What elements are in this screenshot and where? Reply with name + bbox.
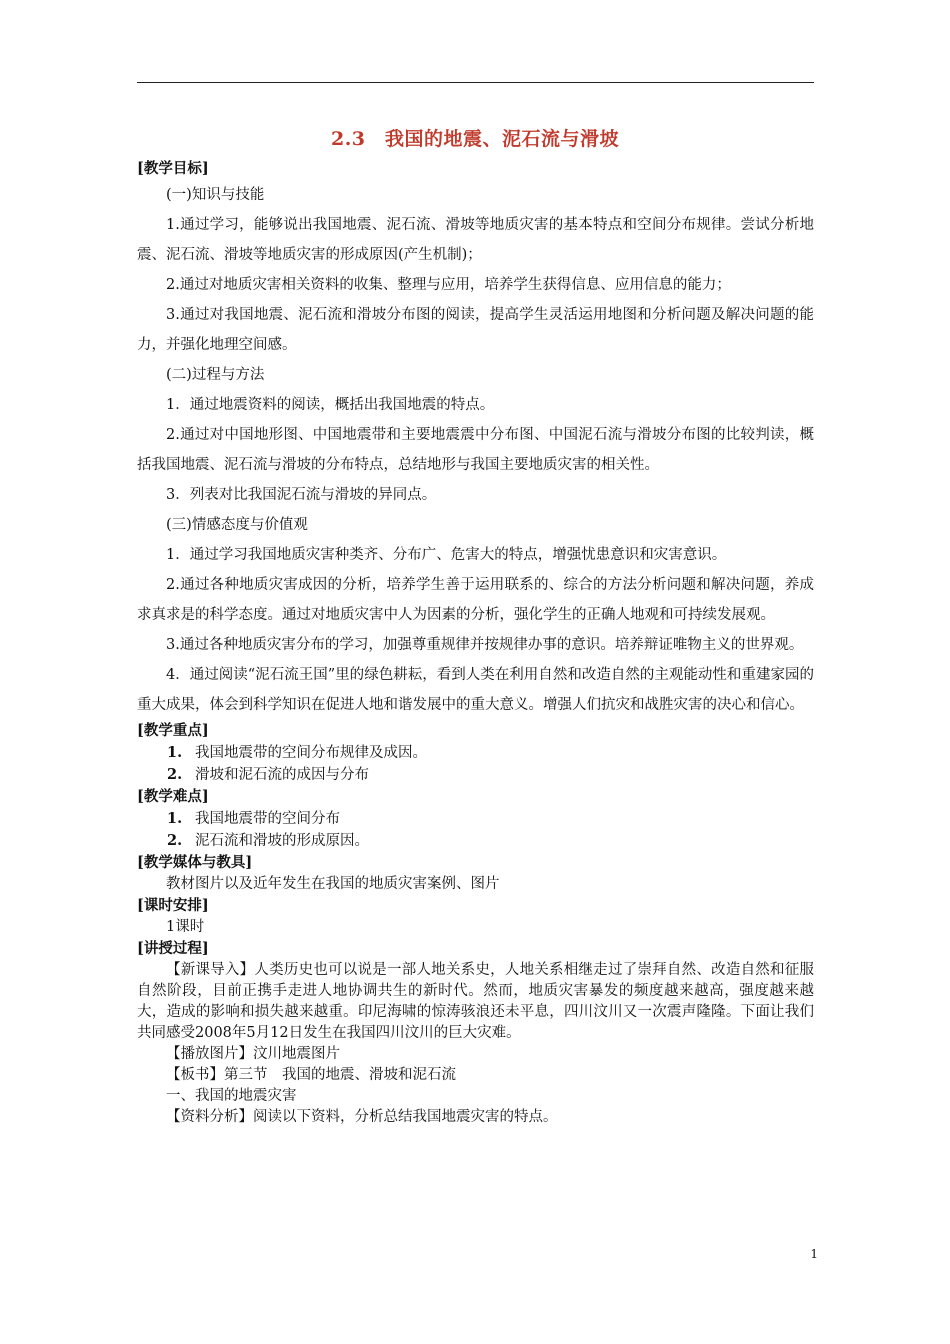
- paragraph: 4．通过阅读“泥石流王国”里的绿色耕耘，看到人类在利用自然和改造自然的主观能动性和重建家园的重大成果，体会到科学知识在促进人地和谐发展中的重大意义。增强人们抗灾和战胜灾害的决心和信心。: [137, 667, 814, 713]
- document-body: [137, 158, 814, 1128]
- paragraph: 2.通过对中国地形图、中国地震带和主要地震震中分布图、中国泥石流与滑坡分布图的比较判读，概括我国地震、泥石流与滑坡的分布特点，总结地形与我国主要地质灾害的相关性。: [137, 427, 814, 473]
- list-text: 我国地震带的空间分布规律及成因。: [195, 745, 427, 761]
- subheading-process: (二)过程与方法: [166, 367, 265, 383]
- paragraph: 3.通过对我国地震、泥石流和滑坡分布图的阅读，提高学生灵活运用地图和分析问题及解决问题的能力，并强化地理空间感。: [137, 307, 814, 353]
- section-heading-media: [教学媒体与教具]: [137, 854, 253, 871]
- list-number: 1.: [167, 744, 183, 761]
- list-item: [137, 830, 814, 852]
- section-heading-schedule: [课时安排]: [137, 897, 209, 914]
- list-text: 我国地震带的空间分布: [195, 811, 340, 827]
- media-text: 教材图片以及近年发生在我国的地质灾害案例、图片: [166, 876, 500, 892]
- paragraph: 1．通过学习我国地质灾害种类齐、分布广、危害大的特点，增强忧患意识和灾害意识。: [166, 547, 727, 563]
- lecture-part1: 一、我国的地震灾害: [166, 1088, 297, 1104]
- paragraph: 2.通过对地质灾害相关资料的收集、整理与应用，培养学生获得信息、应用信息的能力；: [166, 277, 731, 293]
- page-number: 1: [810, 1247, 818, 1261]
- section-heading-difficulties: [教学难点]: [137, 788, 209, 805]
- lecture-play: 【播放图片】汶川地震图片: [166, 1046, 340, 1062]
- paragraph: 3.通过各种地质灾害分布的学习，加强尊重规律并按规律办事的意识。培养辩证唯物主义的世界观。: [166, 637, 804, 653]
- page-title: 2.3 我国的地震、泥石流与滑坡: [330, 128, 620, 150]
- section-heading-objectives: [教学目标]: [137, 160, 209, 177]
- list-item: [137, 764, 814, 786]
- list-text: 泥石流和滑坡的形成原因。: [195, 833, 369, 849]
- section-heading-lecture: [讲授过程]: [137, 940, 209, 957]
- subheading-values: (三)情感态度与价值观: [166, 517, 308, 533]
- list-item: [137, 742, 814, 764]
- schedule-text: 1课时: [166, 919, 205, 935]
- list-number: 2.: [167, 766, 183, 783]
- paragraph: 3．列表对比我国泥石流与滑坡的异同点。: [166, 487, 437, 503]
- section-heading-key-points: [教学重点]: [137, 722, 209, 739]
- list-number: 2.: [167, 832, 183, 849]
- header-rule: [137, 82, 814, 83]
- paragraph: 1.通过学习，能够说出我国地震、泥石流、滑坡等地质灾害的基本特点和空间分布规律。尝试分析地震、泥石流、滑坡等地质灾害的形成原因(产生机制)；: [137, 217, 814, 263]
- lecture-intro: 【新课导入】人类历史也可以说是一部人地关系史，人地关系相继走过了崇拜自然、改造自然和征服自然阶段，目前正携手走进人地协调共生的新时代。然而，地质灾害暴发的频度越来越高，强度越来越大，造成的影响和损失越来越重。印尼海啸的惊涛骇浪还未平息，四川汶川又一次震声隆隆。下面让我们共同感受2008年5月12日发生在我国四川汶川的巨大灾难。: [137, 962, 814, 1041]
- lecture-board: 【板书】第三节 我国的地震、滑坡和泥石流: [166, 1067, 456, 1083]
- list-item: [137, 808, 814, 830]
- list-number: 1.: [167, 810, 183, 827]
- list-text: 滑坡和泥石流的成因与分布: [195, 767, 369, 783]
- paragraph: 1．通过地震资料的阅读，概括出我国地震的特点。: [166, 397, 495, 413]
- subheading-knowledge: (一)知识与技能: [166, 187, 265, 203]
- paragraph: 2.通过各种地质灾害成因的分析，培养学生善于运用联系的、综合的方法分析问题和解决问题，养成求真求是的科学态度。通过对地质灾害中人为因素的分析，强化学生的正确人地观和可持续发展观。: [137, 577, 814, 623]
- lecture-analysis: 【资料分析】阅读以下资料，分析总结我国地震灾害的特点。: [166, 1109, 558, 1125]
